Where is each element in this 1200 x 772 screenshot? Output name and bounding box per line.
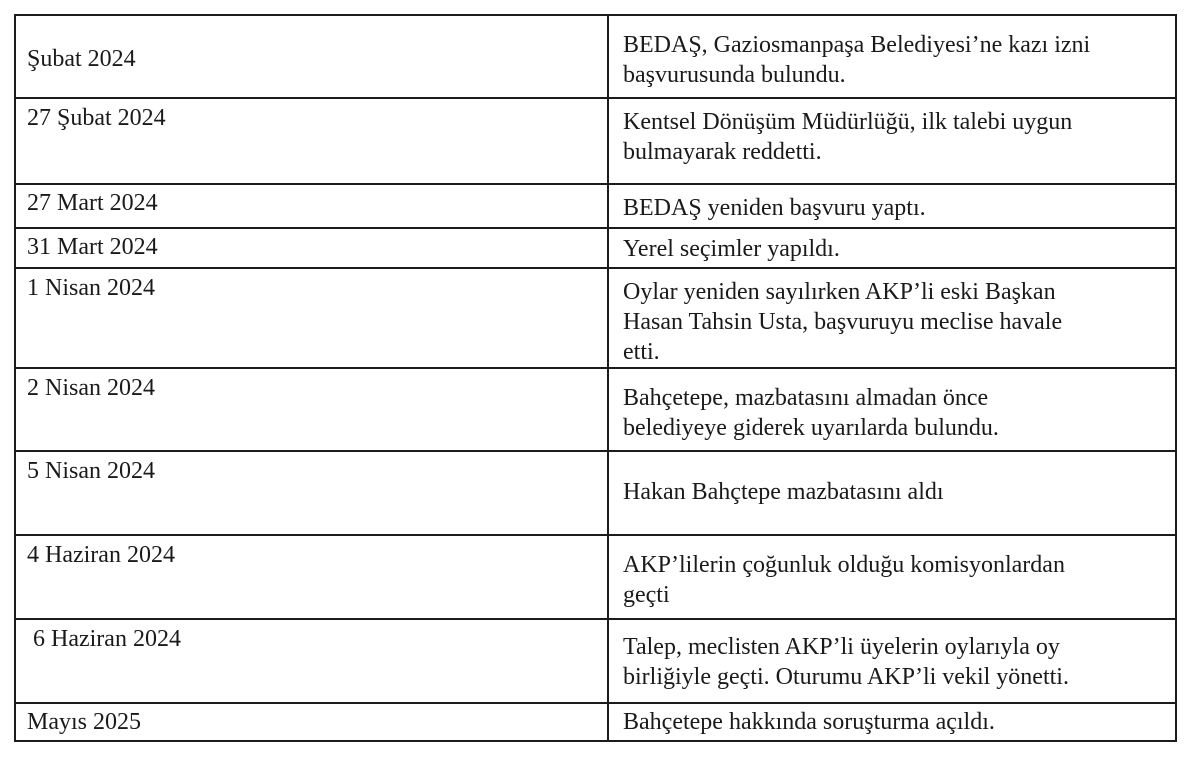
date-cell xyxy=(15,535,608,619)
table-row xyxy=(15,228,1176,268)
date-text: Şubat 2024 xyxy=(27,46,136,72)
timeline-table xyxy=(14,14,1177,742)
event-cell xyxy=(608,368,1176,451)
date-text: 4 Haziran 2024 xyxy=(27,542,175,568)
event-text: Hakan Bahçtepe mazbatasını aldı xyxy=(623,479,944,505)
event-text: Oylar yeniden sayılırken AKP’li eski Başkan Hasan Tahsin Usta, başvuruyu meclise havale etti. xyxy=(623,279,1063,365)
event-cell xyxy=(608,268,1176,368)
table-row xyxy=(15,619,1176,703)
table-row xyxy=(15,368,1176,451)
event-cell xyxy=(608,451,1176,535)
event-text: Yerel seçimler yapıldı. xyxy=(623,236,840,262)
event-cell xyxy=(608,98,1176,184)
date-text: 1 Nisan 2024 xyxy=(27,275,155,301)
date-text: 27 Mart 2024 xyxy=(27,190,158,216)
date-cell xyxy=(15,184,608,228)
table-row xyxy=(15,98,1176,184)
date-cell xyxy=(15,703,608,741)
date-text: 6 Haziran 2024 xyxy=(27,626,181,652)
table-row xyxy=(15,703,1176,741)
date-cell xyxy=(15,228,608,268)
event-text: Talep, meclisten AKP’li üyelerin oylarıyla oy birliğiyle geçti. Oturumu AKP’li vekil yönetti. xyxy=(623,634,1069,690)
table-row xyxy=(15,184,1176,228)
event-cell xyxy=(608,228,1176,268)
event-text: BEDAŞ, Gaziosmanpaşa Belediyesi’ne kazı izni başvurusunda bulundu. xyxy=(623,32,1091,88)
event-cell xyxy=(608,184,1176,228)
event-text: Bahçetepe hakkında soruşturma açıldı. xyxy=(623,709,995,735)
event-cell xyxy=(608,619,1176,703)
event-cell xyxy=(608,703,1176,741)
table-row xyxy=(15,268,1176,368)
event-text: BEDAŞ yeniden başvuru yaptı. xyxy=(623,195,926,221)
table-row xyxy=(15,15,1176,98)
event-text: Bahçetepe, mazbatasını almadan önce belediyeye giderek uyarılarda bulundu. xyxy=(623,385,999,441)
table-row xyxy=(15,535,1176,619)
date-cell xyxy=(15,619,608,703)
date-cell xyxy=(15,451,608,535)
date-text: 5 Nisan 2024 xyxy=(27,458,155,484)
date-text: Mayıs 2025 xyxy=(27,709,141,735)
date-cell xyxy=(15,15,608,98)
date-text: 2 Nisan 2024 xyxy=(27,375,155,401)
date-text: 31 Mart 2024 xyxy=(27,234,158,260)
event-cell xyxy=(608,15,1176,98)
date-cell xyxy=(15,368,608,451)
event-cell xyxy=(608,535,1176,619)
date-cell xyxy=(15,98,608,184)
event-text: AKP’lilerin çoğunluk olduğu komisyonlardan geçti xyxy=(623,552,1065,608)
date-text: 27 Şubat 2024 xyxy=(27,105,166,131)
event-text: Kentsel Dönüşüm Müdürlüğü, ilk talebi uygun bulmayarak reddetti. xyxy=(623,109,1073,165)
table-row xyxy=(15,451,1176,535)
date-cell xyxy=(15,268,608,368)
